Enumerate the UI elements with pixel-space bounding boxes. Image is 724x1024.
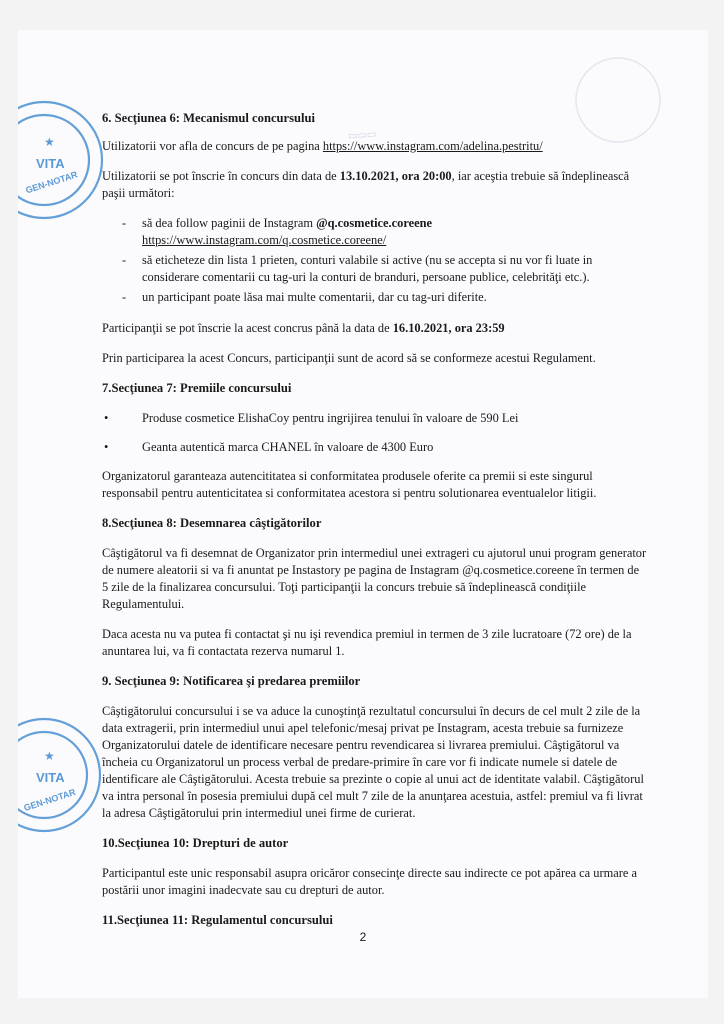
list-item: - un participant poate lăsa mai multe comentarii, dar cu tag-uri diferite. (142, 289, 647, 306)
section-9-paragraph-1: Câştigătorului concursului i se va aduce la cunoştinţă rezultatul concursului în decurs de cel mult 2 zile de la data extragerii, prin intermediul unui apel telefonic/mesaj privat pe Instagram, acesta trebuie sa furnizeze Organizatorului datele de identificare necesare pentru revendicarea si livrarea premiului. Câştigătorul va încheia cu Organizatorul un process verbal de predare-primire în care vor fi indicate numele si datele de identificare ale Câştigătorului. Acesta trebuie sa prezinte o copie al unui act de identitate valabil. Câştigătorul va intra personal în posesia premiului după cel mult 7 zile de la anunţarea acestuia, astfel: premiul va fi livrat la adresa Câştigătorului prin intermediul unei firme de curierat. (102, 704, 644, 820)
svg-text:★: ★ (44, 135, 55, 149)
list-item: • Produse cosmetice ElishaCoy pentru ingrijirea tenului în valoare de 590 Lei (142, 410, 647, 427)
section-6-paragraph-1 (102, 138, 647, 155)
section-7-paragraph-1: Organizatorul garanteaza autencititatea si conformitatea produsele oferite ca premii si este singurul responsabil pentru autenticitatea si conformitatea acestora si pentru solutionarea eventualelor litigii. (102, 469, 597, 500)
end-date: 16.10.2021, ora 23:59 (392, 321, 505, 335)
section-7-title: 7.Secţiunea 7: Premiile concursului (102, 381, 292, 395)
list-item: - să eticheteze din lista 1 prieten, conturi valabile si active (nu se accepta si nu vor fi luate in considerare comentarii cu tag-uri la conturi de branduri, persoane publice, celebrităţi etc.). (142, 252, 647, 286)
section-10-paragraph-1: Participantul este unic responsabil asupra oricăror consecinţe directe sau indirecte ce pot apărea ca urmare a postării unor imagini inadecvate sau cu drepturi de autor. (102, 866, 637, 897)
prizes-list (102, 410, 647, 456)
adelina-instagram-link[interactable]: https://www.instagram.com/adelina.pestritu/ (322, 139, 543, 153)
section-6-paragraph-4: Prin participarea la acest Concurs, participanţii sunt de acord să se conformeze acestui Regulament. (102, 351, 596, 365)
section-9-title: 9. Secţiunea 9: Notificarea şi predarea premiilor (102, 674, 361, 688)
instagram-handle: @q.cosmetice.coreene (316, 216, 432, 230)
svg-text:★: ★ (44, 749, 55, 763)
section-6-p2-text-b: , iar aceştia trebuie să îndeplinească paşii următori: (102, 169, 630, 200)
section-11-title: 11.Secţiunea 11: Regulamentul concursului (102, 913, 333, 927)
cosmetice-instagram-link[interactable]: https://www.instagram.com/q.cosmetice.coreene/ (142, 233, 387, 247)
svg-text:VITA: VITA (36, 770, 65, 785)
section-6-p3-text: Participanţii se pot înscrie la acest concrus până la data de (102, 321, 393, 335)
section-6-paragraph-2 (102, 168, 647, 202)
document-body (102, 110, 647, 929)
svg-text:GEN-NOTAR: GEN-NOTAR (22, 786, 77, 814)
svg-text:GEN-NOTAR: GEN-NOTAR (24, 169, 79, 196)
section-8-paragraph-1: Câştigătorul va fi desemnat de Organizator prin intermediul unei extrageri cu ajutorul unui program generator de numere aleatorii si va fi anuntat pe Instastory pe pagina de Instagram @q.cosmetice.coreene în termen de 5 zile de la finalizarea concursului. Toţi participanţii la concurs trebuie să îndeplinească condiţiile Regulamentului. (102, 546, 647, 611)
svg-text:VITA: VITA (36, 156, 65, 171)
list-item (142, 215, 647, 249)
notary-stamp-bottom (18, 710, 114, 840)
section-6-p2-text-a: Utilizatorii se pot înscrie în concurs din data de (102, 169, 340, 183)
step-1-text: să dea follow paginii de Instagram (142, 216, 317, 230)
faint-stamp-mark: ▭▭▭ (347, 129, 377, 142)
page-number: 2 (359, 930, 367, 944)
section-8-title: 8.Secţiunea 8: Desemnarea câştigătorilor (102, 516, 322, 530)
section-6-p1-text: Utilizatorii vor afla de concurs de pe pagina (102, 139, 323, 153)
list-item: • Geanta autentică marca CHANEL în valoare de 4300 Euro (142, 439, 647, 456)
section-6-paragraph-3 (102, 320, 647, 337)
start-date: 13.10.2021, ora 20:00 (339, 169, 452, 183)
notary-stamp-top (18, 90, 114, 230)
section-8-paragraph-2: Daca acesta nu va putea fi contactat şi nu işi revendica premiul in termen de 3 zile lucratoare (72 ore) de la anuntarea lui, va fi contactata rezerva numarul 1. (102, 627, 632, 658)
section-10-title: 10.Secţiunea 10: Drepturi de autor (102, 836, 289, 850)
document-page (18, 30, 708, 998)
section-6-title: 6. Secţiunea 6: Mecanismul concursului (102, 111, 316, 125)
steps-list (102, 215, 647, 306)
